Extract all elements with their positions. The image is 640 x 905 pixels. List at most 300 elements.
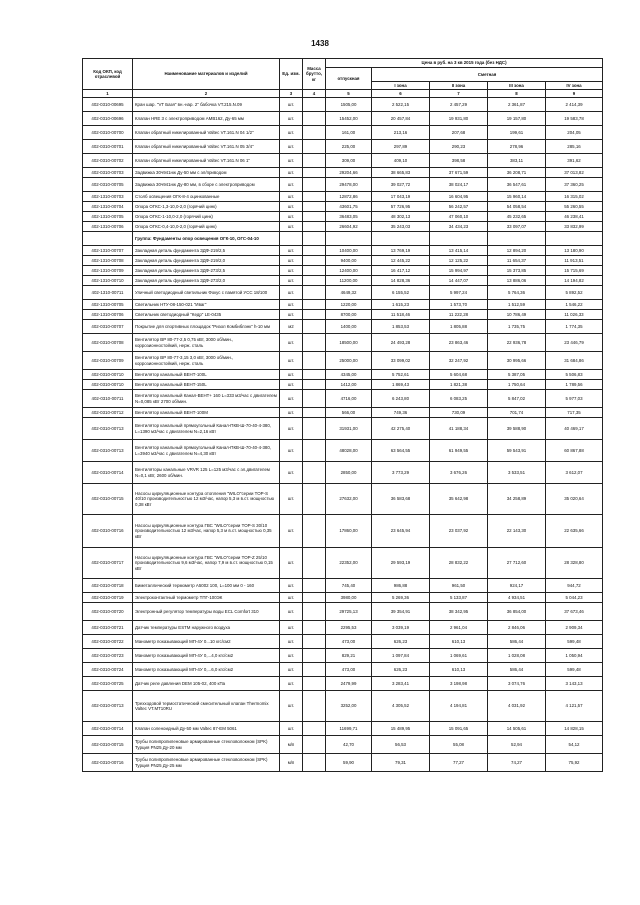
cell-zone-1-price: 409,10 [372, 154, 430, 168]
cell-zone-3-price: 1 028,08 [488, 649, 546, 663]
table-row [83, 548, 603, 579]
cell-zone-2-price: 1 821,38 [430, 380, 488, 390]
cell-name: Насосы циркуляционные контура ГВС "WILO"серии TOP-S 30/10 производительностью 12 м3/час, напор 5,3 м в.ст. мощностью 0,35 кВт [133, 515, 280, 548]
table-row [83, 212, 603, 222]
cell-zone-3-price [488, 232, 546, 246]
cell-code: 402-1310-00711 [83, 286, 133, 300]
cell-zone-3-price: 3 533,51 [488, 462, 546, 484]
cell-zone-2-price: 5 997,24 [430, 286, 488, 300]
cell-zone-4-price: 55 260,55 [546, 202, 603, 212]
cell-zone-3-price: 52,94 [488, 736, 546, 754]
cell-zone-1-price: 24 493,28 [372, 334, 430, 352]
cell-zone-4-price: 944,72 [546, 579, 603, 593]
cell-mass [303, 98, 326, 112]
cell-zone-2-price: 23 037,92 [430, 515, 488, 548]
cell-zone-1-price: 626,23 [372, 635, 430, 649]
cell-zone-1-price: 29 593,19 [372, 548, 430, 579]
cell-name: Манометр показывающий МП-4У 0,...6,0 кгс/см2 [133, 663, 280, 677]
cell-code: 402-1310-00709 [83, 266, 133, 276]
cell-zone-1-price: 749,36 [372, 408, 430, 418]
table-row [83, 754, 603, 772]
cell-zone-2-price: 13 415,14 [430, 246, 488, 256]
cell-zone-2-price: 37 671,59 [430, 168, 488, 178]
table-row [83, 300, 603, 310]
cell-mass [303, 418, 326, 440]
cell-zone-3-price: 4 031,92 [488, 691, 546, 722]
cell-release-price: 27632,00 [326, 484, 372, 515]
cell-name: Столб освещения ОГК-8-4 оцинкованные [133, 192, 280, 202]
cell-unit: шт. [280, 390, 303, 408]
cell-release-price: 2850,00 [326, 462, 372, 484]
cell-name: Закладная деталь фундамента ЗДФ-219/2,0 [133, 256, 280, 266]
cell-mass [303, 276, 326, 286]
cell-mass [303, 635, 326, 649]
cell-zone-1-price: 13 769,19 [372, 246, 430, 256]
cell-code: 402-0310-00723 [83, 649, 133, 663]
cell-mass [303, 178, 326, 192]
cell-zone-4-price: 1 546,22 [546, 300, 603, 310]
cell-code: 402-1310-00706 [83, 310, 133, 320]
cell-zone-3-price: 383,11 [488, 154, 546, 168]
cell-zone-4-price: 28 328,80 [546, 548, 603, 579]
table-row [83, 370, 603, 380]
cell-mass [303, 677, 326, 691]
cell-zone-2-price: 23 863,46 [430, 334, 488, 352]
cell-zone-1-price: 17 043,19 [372, 192, 430, 202]
cell-code: 402-0310-00719 [83, 593, 133, 603]
cell-unit: шт. [280, 334, 303, 352]
cell-zone-4-price: 16 315,02 [546, 192, 603, 202]
cell-zone-3-price: 701,74 [488, 408, 546, 418]
cell-unit: шт. [280, 154, 303, 168]
cell-zone-4-price: 14 194,82 [546, 276, 603, 286]
table-row [83, 222, 603, 232]
cell-mass [303, 320, 326, 334]
cell-mass [303, 390, 326, 408]
table-row [83, 256, 603, 266]
cell-zone-1-price: 4 305,52 [372, 691, 430, 722]
cell-name: Клапан HRE 3 с электроприводом AMB162, Ду-65 мм [133, 112, 280, 126]
cell-code: 402-0310-00705 [83, 178, 133, 192]
cell-mass [303, 484, 326, 515]
cell-name: Уличный светодиодный светильник Фокус с памятой УСС 18/100 [133, 286, 280, 300]
cell-code: 402-1310-00706 [83, 222, 133, 232]
header-zone-2: II зона [430, 82, 488, 90]
cell-mass [303, 154, 326, 168]
cell-unit: шт. [280, 352, 303, 370]
cell-zone-4-price: 31 684,86 [546, 352, 603, 370]
table-row [83, 320, 603, 334]
cell-zone-3-price: 1 750,64 [488, 380, 546, 390]
cell-mass [303, 246, 326, 256]
cell-zone-2-price: 290,23 [430, 140, 488, 154]
cell-unit: шт. [280, 222, 303, 232]
table-row [83, 621, 603, 635]
cell-zone-1-price: 23 645,94 [372, 515, 430, 548]
cell-zone-1-price: 42 275,40 [372, 418, 430, 440]
table-row [83, 418, 603, 440]
cell-zone-3-price: 22 936,78 [488, 334, 546, 352]
cell-zone-1-price: 1 853,53 [372, 320, 430, 334]
cell-release-price: 36483,05 [326, 212, 372, 222]
cell-name: Клапан обратный никелированный Valtec VT.161.N 05 3/4" [133, 140, 280, 154]
cell-zone-3-price: 2 846,06 [488, 621, 546, 635]
header-price-group: Цена в руб. на 3 кв 2015 года (без НДС) [326, 59, 603, 68]
cell-mass [303, 593, 326, 603]
cell-zone-1-price: 36 583,68 [372, 484, 430, 515]
cell-zone-2-price: 3 198,98 [430, 677, 488, 691]
cell-mass [303, 691, 326, 722]
cell-unit: шт. [280, 663, 303, 677]
cell-name: Вентилятор канальный Канал-ВЕНТ+ 160 L=333 м3/час с двигателем N=0,085 кВт 2700 об/мин. [133, 390, 280, 408]
cell-release-price: 25000,00 [326, 352, 372, 370]
cell-mass [303, 722, 326, 736]
cell-zone-2-price: 6 083,25 [430, 390, 488, 408]
cell-zone-3-price: 15 960,14 [488, 192, 546, 202]
cell-release-price: 29204,66 [326, 168, 372, 178]
cell-release-price: 12400,00 [326, 266, 372, 276]
cell-zone-4-price: 717,35 [546, 408, 603, 418]
page-number: 1438 [311, 39, 329, 48]
table-row [83, 276, 603, 286]
cell-zone-1-price: 14 828,36 [372, 276, 430, 286]
cell-mass [303, 621, 326, 635]
cell-zone-3-price: 34 258,89 [488, 484, 546, 515]
cell-release-price: 9400,00 [326, 256, 372, 266]
cell-name: Опора ОГКС-0,4-10,0-2,0 (горячий цинк) [133, 222, 280, 232]
cell-name: Светильник НТУ-08-150-021 "Иваг" [133, 300, 280, 310]
column-number: 6 [372, 90, 430, 98]
table-row [83, 178, 603, 192]
cell-mass [303, 192, 326, 202]
header-mass: Масса брутто, кг [303, 59, 326, 90]
cell-unit: шт. [280, 126, 303, 140]
header-zone-3: III зона [488, 82, 546, 90]
cell-release-price: 31931,00 [326, 418, 372, 440]
cell-release-price: 59,90 [326, 754, 372, 772]
cell-zone-4-price: 5 892,52 [546, 286, 603, 300]
table-row [83, 334, 603, 352]
cell-zone-1-price: 3 283,41 [372, 677, 430, 691]
cell-code: 402-1310-00708 [83, 256, 133, 266]
cell-name: Вентилятор канальный прямоугольный Канал-ПКВ-Ш-70-40-4-380, L=1390 м3/час с двигателем N=2,16 кВт [133, 418, 280, 440]
cell-name: Вентилятор ВР 80-77-3,15 3,0 кВт, 3000 об/мин., коррозионностойкий, нерж. сталь [133, 352, 280, 370]
cell-zone-3-price: 33 097,07 [488, 222, 546, 232]
cell-code: 402-0310-00712 [83, 408, 133, 418]
cell-zone-2-price: 15 091,65 [430, 722, 488, 736]
cell-zone-1-price: 63 564,55 [372, 440, 430, 462]
cell-zone-4-price: 285,16 [546, 140, 603, 154]
cell-code: 402-0310-00709 [83, 352, 133, 370]
table-row [83, 593, 603, 603]
cell-release-price: 17860,00 [326, 515, 372, 548]
cell-unit: шт. [280, 98, 303, 112]
table-row [83, 440, 603, 462]
cell-unit: шт. [280, 202, 303, 212]
cell-zone-4-price: 599,48 [546, 635, 603, 649]
cell-name: Трехходовой термостатический смесительный клапан Thermomix Valtec VT.MT10RU [133, 691, 280, 722]
cell-unit: шт. [280, 621, 303, 635]
cell-name: Датчик реле давления DEM 105-02, 400 кПа [133, 677, 280, 691]
cell-zone-1-price: 38 665,83 [372, 168, 430, 178]
cell-zone-2-price: 5 133,87 [430, 593, 488, 603]
cell-unit: шт. [280, 462, 303, 484]
cell-zone-4-price: 54,12 [546, 736, 603, 754]
cell-code: 402-0310-00717 [83, 548, 133, 579]
cell-name: Клапан обратный никелированный Valtec VT.161.N 06 1" [133, 154, 280, 168]
cell-zone-2-price: 12 125,22 [430, 256, 488, 266]
cell-zone-4-price: 23 446,79 [546, 334, 603, 352]
cell-name: Вентилятор канальный ВЕНТ-100L [133, 370, 280, 380]
cell-mass [303, 754, 326, 772]
cell-zone-3-price: 13 886,06 [488, 276, 546, 286]
cell-unit: шт. [280, 691, 303, 722]
cell-code: 402-0310-00716 [83, 754, 133, 772]
header-row-1 [83, 59, 603, 68]
cell-unit: шт. [280, 212, 303, 222]
cell-code: 402-0310-00703 [83, 168, 133, 178]
cell-zone-1-price: 1 097,84 [372, 649, 430, 663]
cell-mass [303, 232, 326, 246]
cell-zone-1-price: 48 302,13 [372, 212, 430, 222]
cell-zone-2-price: 15 994,97 [430, 266, 488, 276]
cell-code: 402-1310-00704 [83, 202, 133, 212]
cell-zone-3-price: 15 373,85 [488, 266, 546, 276]
cell-name: Электронный регулятор температуры воды ECL Comfort 310 [133, 603, 280, 621]
cell-unit: шт. [280, 515, 303, 548]
cell-zone-3-price: 30 995,66 [488, 352, 546, 370]
table-row [83, 98, 603, 112]
cell-mass [303, 649, 326, 663]
header-code: Код ОКП, код отраслевой [83, 59, 133, 90]
cell-name: Трубы полипропиленовые армированные стекловолокном (SPK) Турция PN25 Ду-20 мм [133, 736, 280, 754]
cell-unit: шт. [280, 603, 303, 621]
cell-code: 402-0310-00695 [83, 98, 133, 112]
cell-zone-4-price: 60 867,88 [546, 440, 603, 462]
cell-zone-2-price [430, 232, 488, 246]
cell-zone-3-price: 2 361,87 [488, 98, 546, 112]
cell-zone-4-price: 1 789,56 [546, 380, 603, 390]
table-row [83, 310, 603, 320]
cell-release-price: 1400,00 [326, 320, 372, 334]
cell-zone-3-price: 39 588,90 [488, 418, 546, 440]
cell-name: Насосы циркуляционные контура отопления "WILO"серии TOP-S 40/10 производительностью 12 м3/час, напор 5,3 м в.ст. мощностью 0,38 кВт [133, 484, 280, 515]
cell-name: Трубы полипропиленовые армированные стекловолокном (SPK) Турция PN25 Ду-25 мм [133, 754, 280, 772]
cell-zone-3-price: 5 387,05 [488, 370, 546, 380]
cell-zone-2-price: 610,13 [430, 663, 488, 677]
cell-name: Биметаллический термометр A5002 100, L=100 мм 0 - 160 [133, 579, 280, 593]
cell-zone-4-price: 33 832,99 [546, 222, 603, 232]
cell-code: 402-0310-00708 [83, 334, 133, 352]
cell-name: Покрытие для спортивных площадок "Ризол Комбиблэнк" h-10 мм [133, 320, 280, 334]
cell-zone-3-price: 4 934,51 [488, 593, 546, 603]
cell-mass [303, 126, 326, 140]
cell-code: 402-0310-00714 [83, 462, 133, 484]
cell-release-price: 29478,00 [326, 178, 372, 192]
cell-release-price: 42,70 [326, 736, 372, 754]
cell-zone-1-price: 12 445,22 [372, 256, 430, 266]
cell-zone-2-price: 1 805,88 [430, 320, 488, 334]
cell-zone-2-price: 77,27 [430, 754, 488, 772]
header-zone-1: I зона [372, 82, 430, 90]
cell-zone-2-price: 55,08 [430, 736, 488, 754]
column-number: 4 [303, 90, 326, 98]
cell-zone-2-price: 4 194,81 [430, 691, 488, 722]
cell-code: 402-0310-00713 [83, 418, 133, 440]
cell-zone-1-price: 33 099,02 [372, 352, 430, 370]
cell-release-price: 566,00 [326, 408, 372, 418]
cell-release-price: 18500,00 [326, 334, 372, 352]
cell-zone-1-price: 57 726,95 [372, 202, 430, 212]
cell-release-price: 745,40 [326, 579, 372, 593]
cell-release-price: 22352,00 [326, 548, 372, 579]
cell-zone-3-price: 10 786,49 [488, 310, 546, 320]
cell-release-price: 473,00 [326, 663, 372, 677]
cell-zone-4-price: 35 020,64 [546, 484, 603, 515]
cell-unit: шт. [280, 370, 303, 380]
cell-name: Клапан обратный никелированный Valtec VT.161.N 04 1/2" [133, 126, 280, 140]
cell-name: Задвижка 30ч941нж Ду-80 мм, в сборе с электроприводом [133, 178, 280, 192]
cell-unit: шт. [280, 440, 303, 462]
cell-unit: шт. [280, 722, 303, 736]
table-row [83, 192, 603, 202]
cell-name: Светильник светодиодный "Кедр" LE-0435 [133, 310, 280, 320]
table-row [83, 663, 603, 677]
cell-zone-2-price: 19 931,80 [430, 112, 488, 126]
header-zone-4: IV зона [546, 82, 603, 90]
column-number-row [83, 90, 603, 98]
cell-zone-2-price: 61 949,55 [430, 440, 488, 462]
cell-zone-3-price: 12 894,20 [488, 246, 546, 256]
cell-code: 402-0310-00715 [83, 484, 133, 515]
cell-mass [303, 300, 326, 310]
cell-release-price: 11200,00 [326, 276, 372, 286]
table-row [83, 380, 603, 390]
cell-release-price: 26604,92 [326, 222, 372, 232]
cell-unit: шт. [280, 140, 303, 154]
cell-mass [303, 334, 326, 352]
cell-zone-2-price: 1 069,61 [430, 649, 488, 663]
cell-code: 402-0310-00707 [83, 320, 133, 334]
cell-zone-2-price: 32 247,92 [430, 352, 488, 370]
cell-mass [303, 212, 326, 222]
cell-zone-4-price: 1 050,94 [546, 649, 603, 663]
cell-zone-1-price [372, 232, 430, 246]
cell-zone-3-price: 36 208,71 [488, 168, 546, 178]
header-release: отпускная [326, 68, 372, 90]
cell-name: Кран шар. "VT Базя" вн.-нар. 2" бабочка VT.215.N.09 [133, 98, 280, 112]
cell-name: Опора ОГКС-1,3-10,0-2,0 (горячий цинк) [133, 202, 280, 212]
cell-unit: шт. [280, 256, 303, 266]
cell-zone-1-price: 3 039,19 [372, 621, 430, 635]
cell-zone-4-price: 15 715,69 [546, 266, 603, 276]
cell-zone-1-price: 1 869,43 [372, 380, 430, 390]
cell-zone-1-price: 79,31 [372, 754, 430, 772]
cell-zone-4-price: 5 977,03 [546, 390, 603, 408]
cell-zone-3-price: 22 143,30 [488, 515, 546, 548]
cell-unit: шт. [280, 112, 303, 126]
cell-zone-3-price: 45 232,65 [488, 212, 546, 222]
cell-unit: шт. [280, 677, 303, 691]
cell-release-price: 29725,13 [326, 603, 372, 621]
column-number: 5 [326, 90, 372, 98]
cell-zone-2-price: 47 060,10 [430, 212, 488, 222]
cell-release-price: 1505,00 [326, 98, 372, 112]
cell-mass [303, 168, 326, 178]
table-row [83, 408, 603, 418]
table-row [83, 462, 603, 484]
cell-zone-3-price: 1 512,59 [488, 300, 546, 310]
cell-code: 402-0310-00716 [83, 515, 133, 548]
table-row [83, 390, 603, 408]
cell-zone-2-price: 41 188,34 [430, 418, 488, 440]
table-row [83, 140, 603, 154]
cell-release-price: 2479,99 [326, 677, 372, 691]
cell-name: Задвижка 30ч941нж Ду-50 мм с эл/приводом [133, 168, 280, 178]
cell-zone-3-price: 19 157,80 [488, 112, 546, 126]
cell-zone-4-price [546, 232, 603, 246]
cell-release-price [326, 232, 372, 246]
cell-unit: м/п [280, 736, 303, 754]
cell-zone-2-price: 38 342,95 [430, 603, 488, 621]
cell-name: Закладная деталь фундамента ЗДФ-273/2,5 [133, 266, 280, 276]
cell-unit: м2 [280, 320, 303, 334]
cell-zone-4-price: 5 506,83 [546, 370, 603, 380]
table-row [83, 202, 603, 212]
cell-zone-3-price: 5 847,02 [488, 390, 546, 408]
price-table [82, 58, 603, 772]
cell-zone-1-price: 15 489,95 [372, 722, 430, 736]
cell-mass [303, 736, 326, 754]
table-row [83, 635, 603, 649]
cell-zone-4-price: 3 143,13 [546, 677, 603, 691]
cell-release-price: 10400,00 [326, 246, 372, 256]
cell-mass [303, 548, 326, 579]
cell-zone-1-price: 1 615,23 [372, 300, 430, 310]
cell-mass [303, 140, 326, 154]
cell-code: 402-0310-00718 [83, 579, 133, 593]
table-row [83, 649, 603, 663]
cell-zone-2-price: 398,58 [430, 154, 488, 168]
cell-zone-3-price: 1 735,75 [488, 320, 546, 334]
table-row [83, 603, 603, 621]
cell-code: 402-0310-00702 [83, 154, 133, 168]
cell-zone-3-price: 11 654,37 [488, 256, 546, 266]
header-estimate: Сметная [372, 68, 603, 82]
cell-unit [280, 232, 303, 246]
cell-zone-3-price: 36 854,00 [488, 603, 546, 621]
cell-unit: шт. [280, 192, 303, 202]
cell-zone-1-price: 2 522,15 [372, 98, 430, 112]
cell-unit: шт. [280, 246, 303, 256]
column-number: 3 [280, 90, 303, 98]
cell-name: Датчик температуры ESTM наружного воздуха [133, 621, 280, 635]
cell-release-price: 3980,00 [326, 593, 372, 603]
cell-zone-4-price: 11 026,33 [546, 310, 603, 320]
column-number: 8 [488, 90, 546, 98]
header-unit: Ед. изм. [280, 59, 303, 90]
cell-unit: шт. [280, 418, 303, 440]
cell-zone-4-price: 40 469,17 [546, 418, 603, 440]
cell-zone-1-price: 39 354,91 [372, 603, 430, 621]
cell-zone-4-price: 37 360,25 [546, 178, 603, 192]
cell-zone-2-price: 34 434,23 [430, 222, 488, 232]
cell-unit: шт. [280, 286, 303, 300]
cell-zone-3-price: 924,17 [488, 579, 546, 593]
cell-release-price: 48028,00 [326, 440, 372, 462]
cell-zone-2-price: 730,09 [430, 408, 488, 418]
cell-code: 402-0310-00722 [83, 635, 133, 649]
